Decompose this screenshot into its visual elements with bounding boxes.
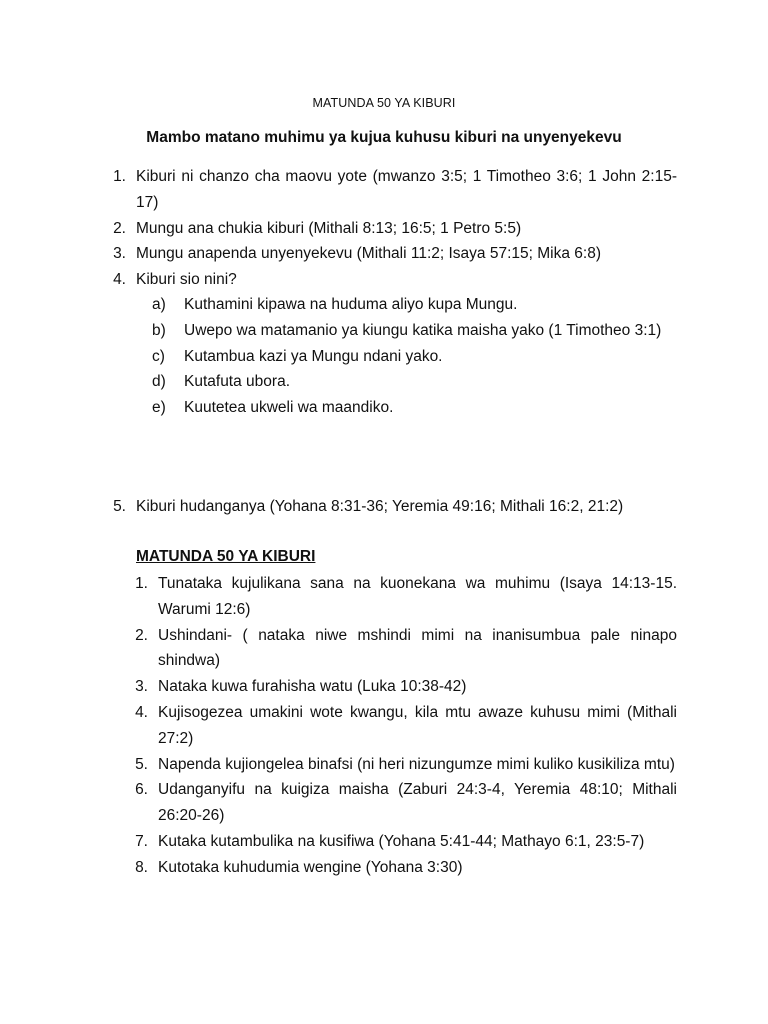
sub-list-item bbox=[0, 292, 677, 318]
list-item-number: 2. bbox=[113, 219, 126, 237]
list-item-text: Ushindani- ( nataka niwe mshindi mimi na inanisumbua pale ninapo shindwa) bbox=[158, 626, 677, 670]
sub-list-item-text: Kuthamini kipawa na huduma aliyo kupa Mungu. bbox=[184, 296, 518, 313]
list-item-text: Kujisogezea umakini wote kwangu, kila mtu awaze kuhusu mimi (Mithali 27:2) bbox=[158, 703, 677, 747]
list-item bbox=[0, 674, 677, 700]
list-item-text: Kutaka kutambulika na kusifiwa (Yohana 5:41-44; Mathayo 6:1, 23:5-7) bbox=[158, 832, 645, 850]
document-subtitle: Mambo matano muhimu ya kujua kuhusu kiburi na unyenyekevu bbox=[146, 129, 622, 146]
list-item-text: Mungu anapenda unyenyekevu (Mithali 11:2; Isaya 57:15; Mika 6:8) bbox=[136, 245, 601, 263]
list-item bbox=[0, 494, 677, 520]
sub-list-item-text: Kutambua kazi ya Mungu ndani yako. bbox=[184, 347, 443, 365]
list-item bbox=[0, 855, 677, 881]
list-item-number: 3. bbox=[113, 245, 126, 263]
list-item-text: Tunataka kujulikana sana na kuonekana wa muhimu (Isaya 14:13-15. Warumi 12:6) bbox=[158, 575, 677, 618]
list-item-text: Kutotaka kuhudumia wengine (Yohana 3:30) bbox=[158, 858, 463, 876]
list-item-number: 4. bbox=[113, 271, 126, 289]
list-item-text: Kiburi sio nini? bbox=[136, 271, 237, 289]
list-item-number: 7. bbox=[135, 832, 148, 850]
sub-list-item bbox=[0, 395, 677, 421]
sub-list-item-text: Kuutetea ukweli wa maandiko. bbox=[184, 399, 394, 417]
sub-list-item-text: Kutafuta ubora. bbox=[184, 373, 290, 391]
list-item-text: Udanganyifu na kuigiza maisha (Zaburi 24:3-4, Yeremia 48:10; Mithali 26:20-26) bbox=[158, 781, 677, 825]
list-item bbox=[0, 829, 677, 855]
sub-list-item-letter: e) bbox=[152, 399, 166, 417]
list-item-number: 1. bbox=[113, 168, 126, 185]
list-item bbox=[0, 216, 677, 242]
list-item bbox=[0, 700, 677, 752]
list-item-text: Mungu ana chukia kiburi (Mithali 8:13; 16:5; 1 Petro 5:5) bbox=[136, 219, 522, 237]
sub-list-item-text: Uwepo wa matamanio ya kiungu katika maisha yako (1 Timotheo 3:1) bbox=[184, 321, 662, 339]
sub-list-item bbox=[0, 344, 677, 370]
list-item bbox=[0, 164, 677, 216]
list-item bbox=[0, 752, 677, 778]
list-item-text: Napenda kujiongelea binafsi (ni heri nizungumze mimi kuliko kusikiliza mtu) bbox=[158, 755, 675, 773]
list-item bbox=[0, 623, 677, 675]
list-item bbox=[0, 241, 677, 267]
list-item-number: 4. bbox=[135, 703, 148, 721]
list-item-number: 3. bbox=[135, 678, 148, 696]
list-item-text: Kiburi ni chanzo cha maovu yote (mwanzo 3:5; 1 Timotheo 3:6; 1 John 2:15-17) bbox=[136, 168, 677, 211]
section-heading: MATUNDA 50 YA KIBURI bbox=[136, 548, 316, 565]
fruits-list bbox=[0, 571, 768, 881]
point-five-list bbox=[0, 494, 768, 520]
list-item-number: 1. bbox=[135, 575, 148, 592]
list-item-number: 6. bbox=[135, 781, 148, 799]
sub-list-item-letter: d) bbox=[152, 373, 166, 391]
sub-list-item-letter: a) bbox=[152, 296, 166, 313]
sub-list-item-letter: b) bbox=[152, 321, 166, 339]
sub-list-item bbox=[0, 318, 677, 344]
list-item bbox=[0, 777, 677, 829]
sub-list-item bbox=[0, 369, 677, 395]
list-item-text: Kiburi hudanganya (Yohana 8:31-36; Yeremia 49:16; Mithali 16:2, 21:2) bbox=[136, 498, 624, 515]
sub-list-item-letter: c) bbox=[152, 347, 165, 365]
list-item bbox=[0, 571, 677, 623]
list-item-number: 5. bbox=[113, 498, 126, 515]
list-item-text: Nataka kuwa furahisha watu (Luka 10:38-42) bbox=[158, 678, 467, 696]
main-points-list bbox=[0, 164, 768, 293]
list-item bbox=[0, 267, 677, 293]
list-item-number: 8. bbox=[135, 858, 148, 876]
list-item-number: 2. bbox=[135, 626, 148, 644]
sub-points-list bbox=[0, 292, 768, 421]
document-header: MATUNDA 50 YA KIBURI bbox=[312, 96, 456, 110]
list-item-number: 5. bbox=[135, 755, 148, 773]
